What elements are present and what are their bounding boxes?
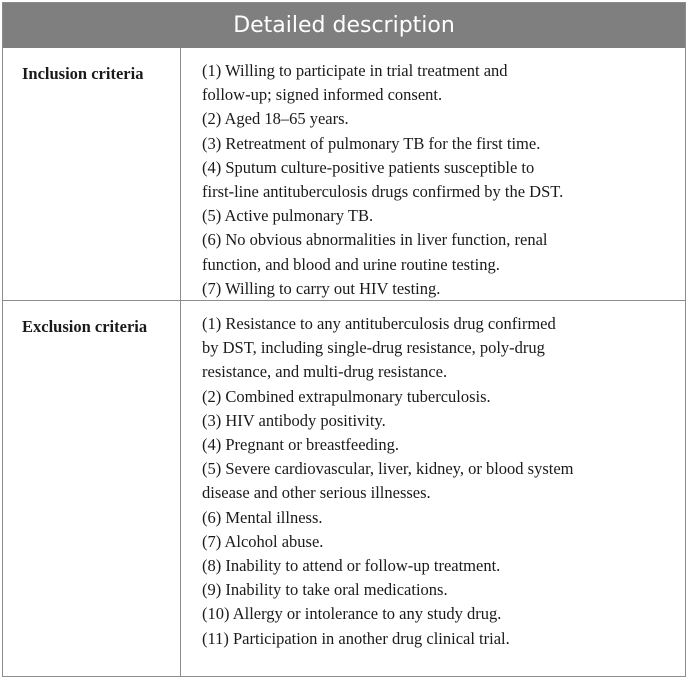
criteria-table bbox=[2, 2, 686, 677]
list-item: (5) Severe cardiovascular, liver, kidney, or blood system bbox=[202, 459, 574, 479]
list-item: (3) Retreatment of pulmonary TB for the first time. bbox=[202, 133, 541, 153]
list-item: (10) Allergy or intolerance to any study drug. bbox=[202, 604, 502, 624]
list-item: (2) Aged 18–65 years. bbox=[202, 109, 349, 129]
row-label-exclusion: Exclusion criteria bbox=[3, 301, 181, 676]
list-item: (4) Sputum culture-positive patients susceptible to bbox=[202, 157, 535, 177]
list-item: (7) Willing to carry out HIV testing. bbox=[202, 278, 441, 298]
exclusion-criteria-list bbox=[181, 301, 685, 676]
list-item: by DST, including single-drug resistance, poly-drug bbox=[202, 338, 545, 358]
table-row-inclusion bbox=[3, 48, 685, 301]
list-item: (9) Inability to take oral medications. bbox=[202, 580, 448, 600]
list-item: (7) Alcohol abuse. bbox=[202, 531, 324, 551]
table-header: Detailed description bbox=[3, 3, 685, 48]
list-item: follow-up; signed informed consent. bbox=[202, 85, 443, 105]
list-item: (4) Pregnant or breastfeeding. bbox=[202, 435, 400, 455]
table-row-exclusion bbox=[3, 301, 685, 676]
list-item: (5) Active pulmonary TB. bbox=[202, 206, 374, 226]
list-item: disease and other serious illnesses. bbox=[202, 483, 431, 503]
list-item: (1) Willing to participate in trial treatment and bbox=[202, 61, 508, 80]
list-item: (1) Resistance to any antituberculosis drug confirmed bbox=[202, 314, 556, 333]
row-label-inclusion: Inclusion criteria bbox=[3, 48, 181, 300]
list-item: (6) Mental illness. bbox=[202, 507, 323, 527]
list-item: (3) HIV antibody positivity. bbox=[202, 410, 386, 430]
list-item: (8) Inability to attend or follow-up treatment. bbox=[202, 556, 501, 576]
list-item: (6) No obvious abnormalities in liver function, renal bbox=[202, 230, 548, 250]
list-item: resistance, and multi-drug resistance. bbox=[202, 362, 448, 382]
inclusion-criteria-list bbox=[181, 48, 685, 300]
list-item: (2) Combined extrapulmonary tuberculosis. bbox=[202, 386, 491, 406]
list-item: function, and blood and urine routine testing. bbox=[202, 254, 500, 274]
list-item: (11) Participation in another drug clinical trial. bbox=[202, 628, 510, 648]
list-item: first-line antituberculosis drugs confirmed by the DST. bbox=[202, 182, 564, 202]
